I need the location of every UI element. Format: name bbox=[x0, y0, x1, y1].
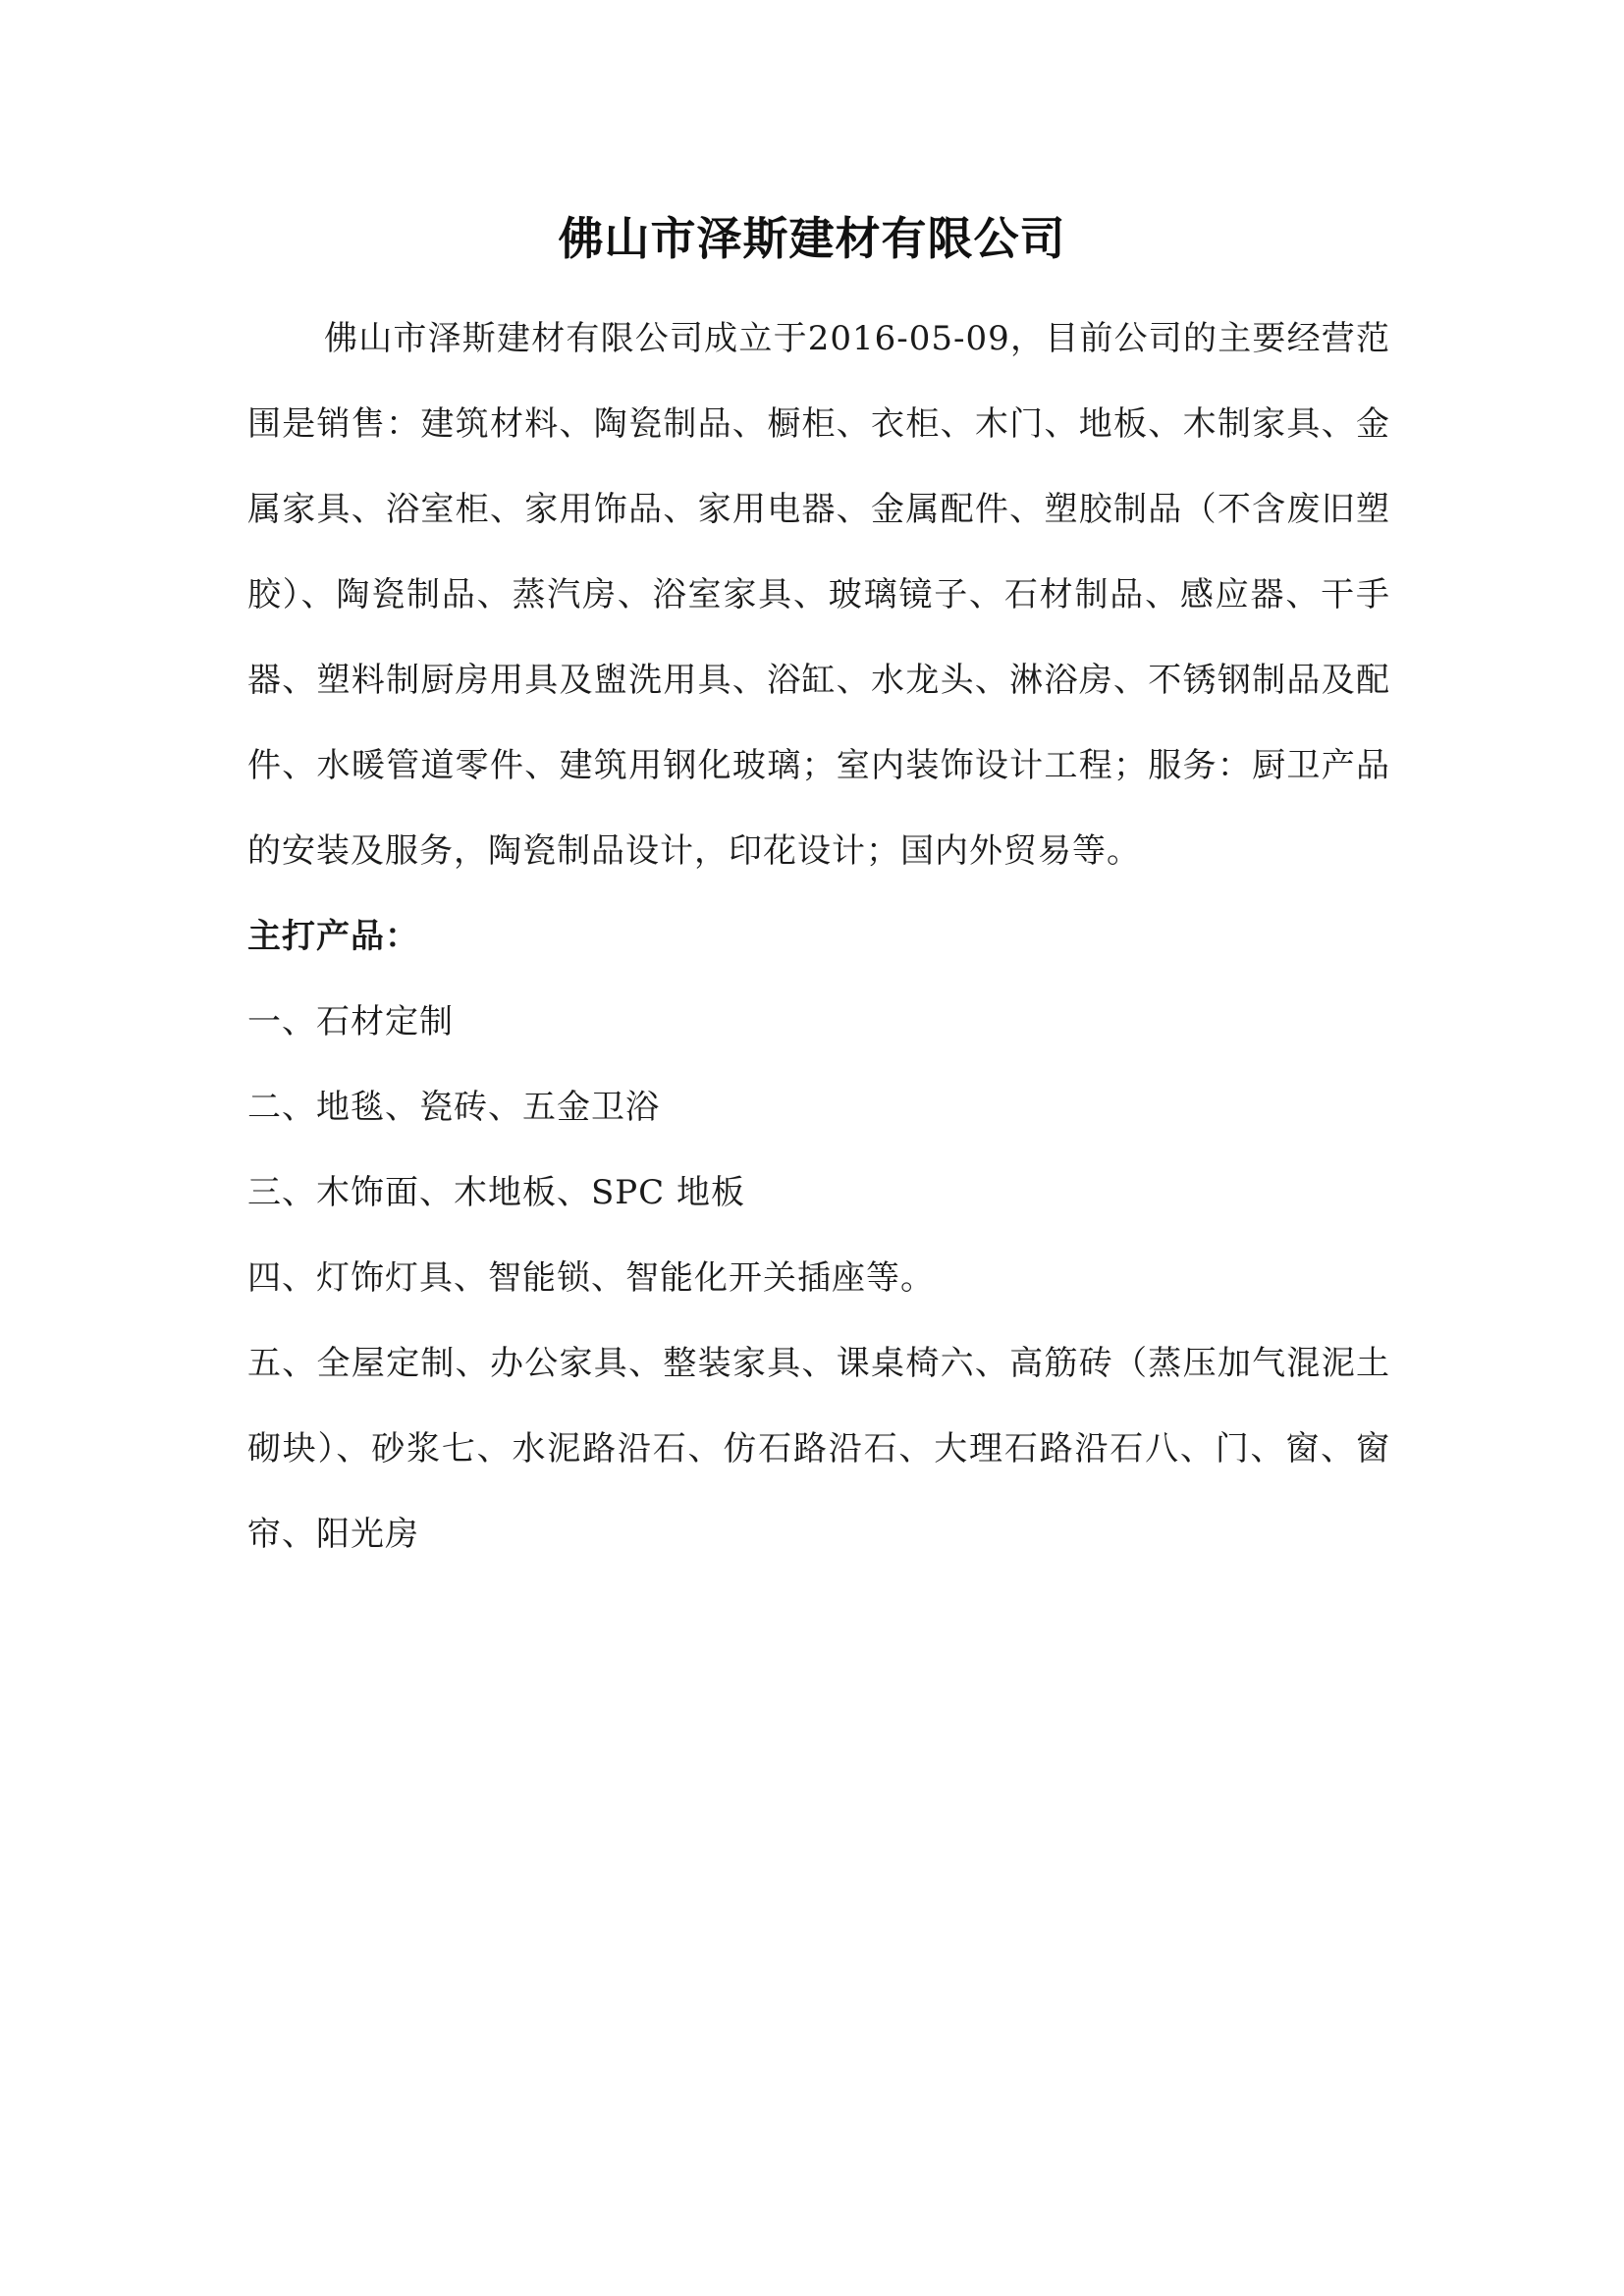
document-title: 佛山市泽斯建材有限公司 bbox=[558, 212, 1066, 265]
product-item-4: 四、灯饰灯具、智能锁、智能化开关插座等。 bbox=[247, 1258, 935, 1298]
product-item-5: 五、全屋定制、办公家具、整装家具、课桌椅六、高筋砖（蒸压加气混泥土砌块）、砂浆七、水泥路沿石、仿石路沿石、大理石路沿石八、门、窗、窗帘、阳光房 bbox=[247, 1344, 1390, 1554]
company-intro-paragraph: 佛山市泽斯建材有限公司成立于2016-05-09，目前公司的主要经营范围是销售：建筑材料、陶瓷制品、橱柜、衣柜、木门、地板、木制家具、金属家具、浴室柜、家用饰品、家用电器、金属配件、塑胶制品（不含废旧塑胶）、陶瓷制品、蒸汽房、浴室家具、玻璃镜子、石材制品、感应器、干手器、塑料制厨房用具及盥洗用具、浴缸、水龙头、淋浴房、不锈钢制品及配件、水暖管道零件、建筑用钢化玻璃；室内装饰设计工程；服务：厨卫产品的安装及服务，陶瓷制品设计，印花设计；国内外贸易等。 bbox=[247, 319, 1390, 871]
product-item-2: 二、地毯、瓷砖、五金卫浴 bbox=[247, 1088, 660, 1127]
product-item-3: 三、木饰面、木地板、SPC 地板 bbox=[247, 1173, 745, 1212]
product-item-1: 一、石材定制 bbox=[247, 1002, 454, 1041]
document-body bbox=[247, 296, 1390, 1577]
products-heading: 主打产品： bbox=[247, 917, 419, 956]
